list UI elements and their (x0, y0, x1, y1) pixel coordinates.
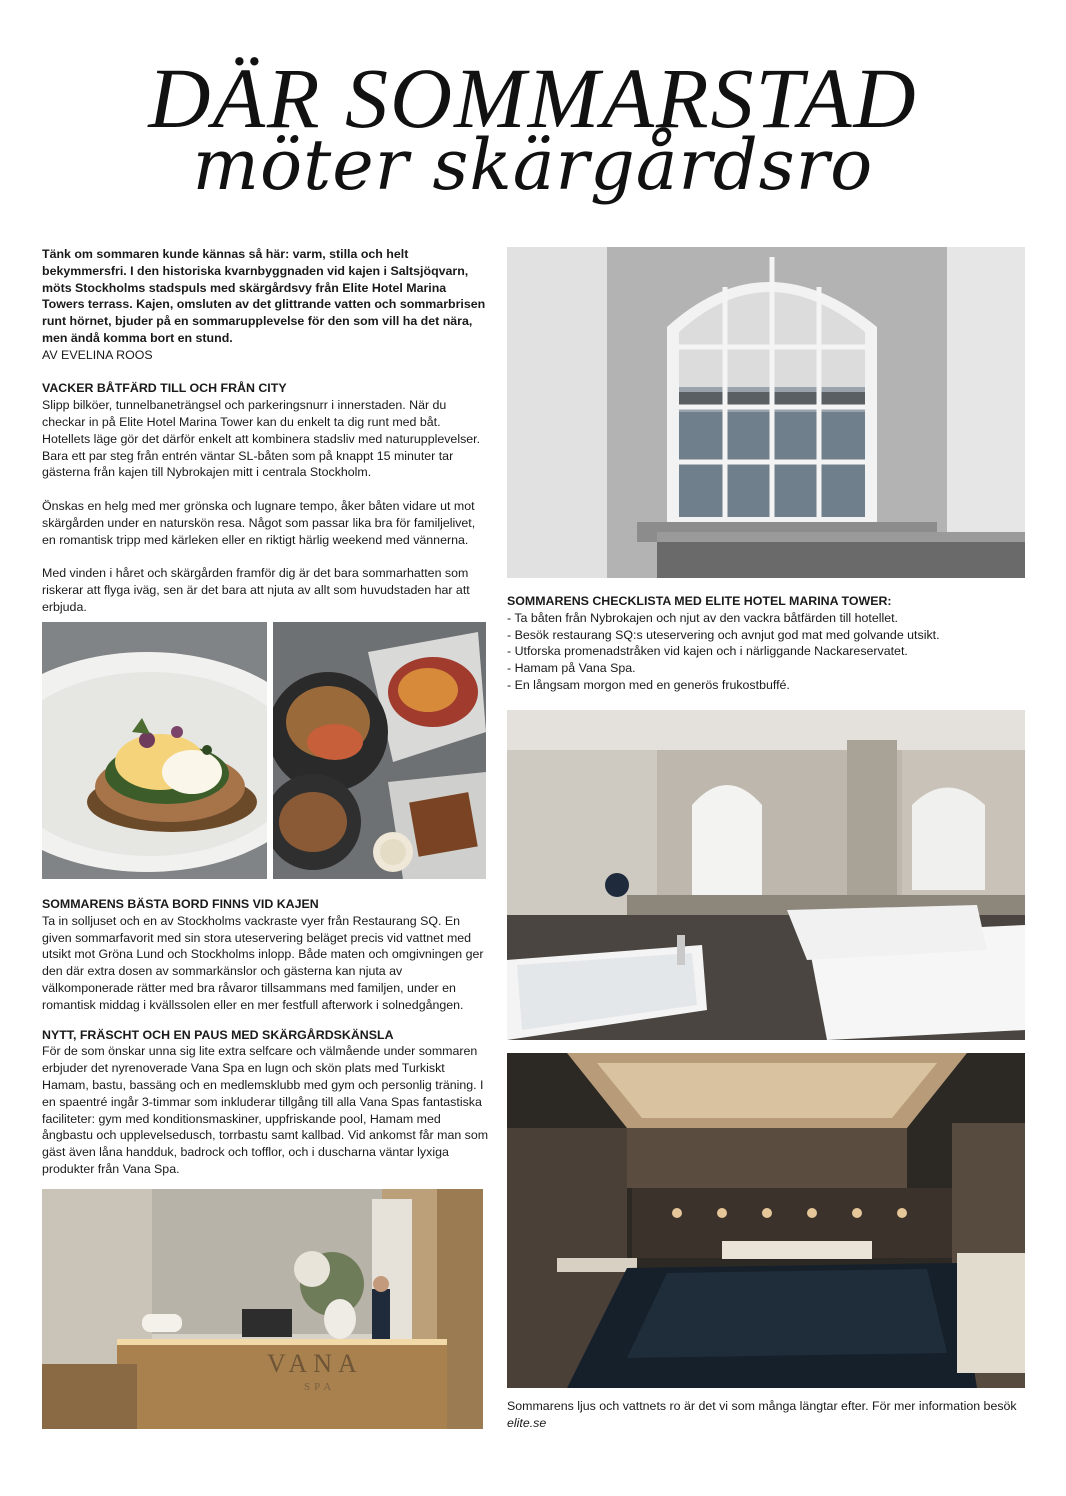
photo-spa-treatment-room (507, 710, 1025, 1040)
boat-paragraph-3: Med vinden i håret och skärgården framför dig är det bara sommarhatten som riskerar att flyga iväg, sen är det bara att njuta av allt som huvudstaden har att erbjuda. (42, 566, 470, 614)
checklist-item: - En långsam morgon med en generös frukostbuffé. (507, 677, 790, 692)
photo-spa-pool (507, 1053, 1025, 1388)
photo-hotel-window (507, 247, 1025, 578)
intro-text: Tänk om sommaren kunde kännas så här: varm, stilla och helt bekymmersfri. I den historiska kvarnbyggnaden vid kajen i Saltsjöqvarn, möts Stockholms stadspuls med skärgårdsvy från Elite Hotel Marina Towers terrass. Kajen, omsluten av det glittrande vatten och sommarbrisen runt hörnet, bjuder på en sommarupplevelse för den som vill ha det nära, men ändå komma bort en stund. (42, 247, 486, 345)
section-heading-boat: VACKER BÅTFÄRD TILL OCH FRÅN CITY (42, 381, 287, 396)
checklist (507, 593, 1027, 694)
page-title: DÄR SOMMARSTAD (148, 50, 918, 146)
spa-sign-spa: SPA (304, 1381, 336, 1393)
byline: AV EVELINA ROOS (42, 347, 153, 362)
photo-food-spread (273, 622, 486, 879)
spa-sign-vana: VANA (267, 1349, 363, 1378)
boat-paragraph-1: Slipp bilköer, tunnelbaneträngsel och parkeringsnurr i innerstaden. När du checkar in på Elite Hotel Marina Tower kan du enkelt ta dig runt med båt. Hotellets läge gör det därför enkelt att kombinera stadsliv med naturupplevelser. Bara ett par steg från entrén väntar SL-båten som på knappt 15 minuter tar gästerna från kajen till Nybrokajen mitt i centrala Stockholm. (42, 398, 481, 480)
caption-link[interactable]: elite.se (507, 1416, 547, 1430)
page-subtitle-script: möter skärgårdsro (192, 124, 874, 206)
checklist-item: - Utforska promenadstråken vid kajen och i närliggande Nackareservatet. (507, 644, 908, 659)
photo-toast-dish (42, 622, 267, 879)
caption-text: Sommarens ljus och vattnets ro är det vi som många längtar efter. För mer information besök (507, 1399, 1017, 1413)
checklist-item: - Ta båten från Nybrokajen och njut av den vackra båtfärden till hotellet. (507, 610, 898, 625)
checklist-item: - Hamam på Vana Spa. (507, 661, 636, 676)
checklist-heading: SOMMARENS CHECKLISTA MED ELITE HOTEL MARINA TOWER: (507, 594, 892, 608)
section-heading-spa: NYTT, FRÄSCHT OCH EN PAUS MED SKÄRGÅRDSKÄNSLA (42, 1027, 394, 1042)
spa-paragraph: För de som önskar unna sig lite extra selfcare och välmående under sommaren erbjuder det nyrenoverade Vana Spa en lugn och skön plats med Turkiskt Hamam, bastu, bassäng och en medlemsklubb med gym och personlig träning. I en spaentré ingår 3-timmar som inkluderar tillgång till alla Vana Spas fantastiska faciliteter: gym med konditionsmaskiner, uppfriskande pool, Hamam med ångbastu och upplevelsedusch, torrbastu samt kallbad. Vid ankomst får man som gäst även låna handduk, badrock och tofflor, och i duscharna väntar lyxiga produkter från Vana Spa. (42, 1044, 489, 1176)
left-column-middle (42, 896, 490, 1178)
restaurant-paragraph: Ta in solljuset och en av Stockholms vackraste vyer från Restaurang SQ. En given sommarfavorit med sin stora uteservering beläget precis vid vattnet med utsikt mot Gröna Lund och Stockholms inlopp. Både maten och omgivningen ger den där extra dosen av sommarkänslor och gästerna kan njuta av välkomponerade rätter med bra råvaror tillsammans med familjen, under en romantisk middag i kvällssolen eller en mer festfull afterwork i solnedgången. (42, 913, 484, 1012)
photo-caption (507, 1398, 1047, 1432)
left-column-top (42, 246, 490, 616)
section-heading-restaurant: SOMMARENS BÄSTA BORD FINNS VID KAJEN (42, 897, 319, 911)
boat-paragraph-2: Önskas en helg med mer grönska och lugnare tempo, åker båten vidare ut mot skärgården under en naturskön resa. Något som passar lika bra för familjelivet, en romantisk tripp med kärleken eller en riktigt härlig weekend med vännerna. (42, 498, 476, 547)
photo-spa-reception (42, 1189, 483, 1429)
checklist-item: - Besök restaurang SQ:s uteservering och avnjut god mat med golvande utsikt. (507, 627, 940, 642)
checklist-items (507, 610, 1027, 694)
